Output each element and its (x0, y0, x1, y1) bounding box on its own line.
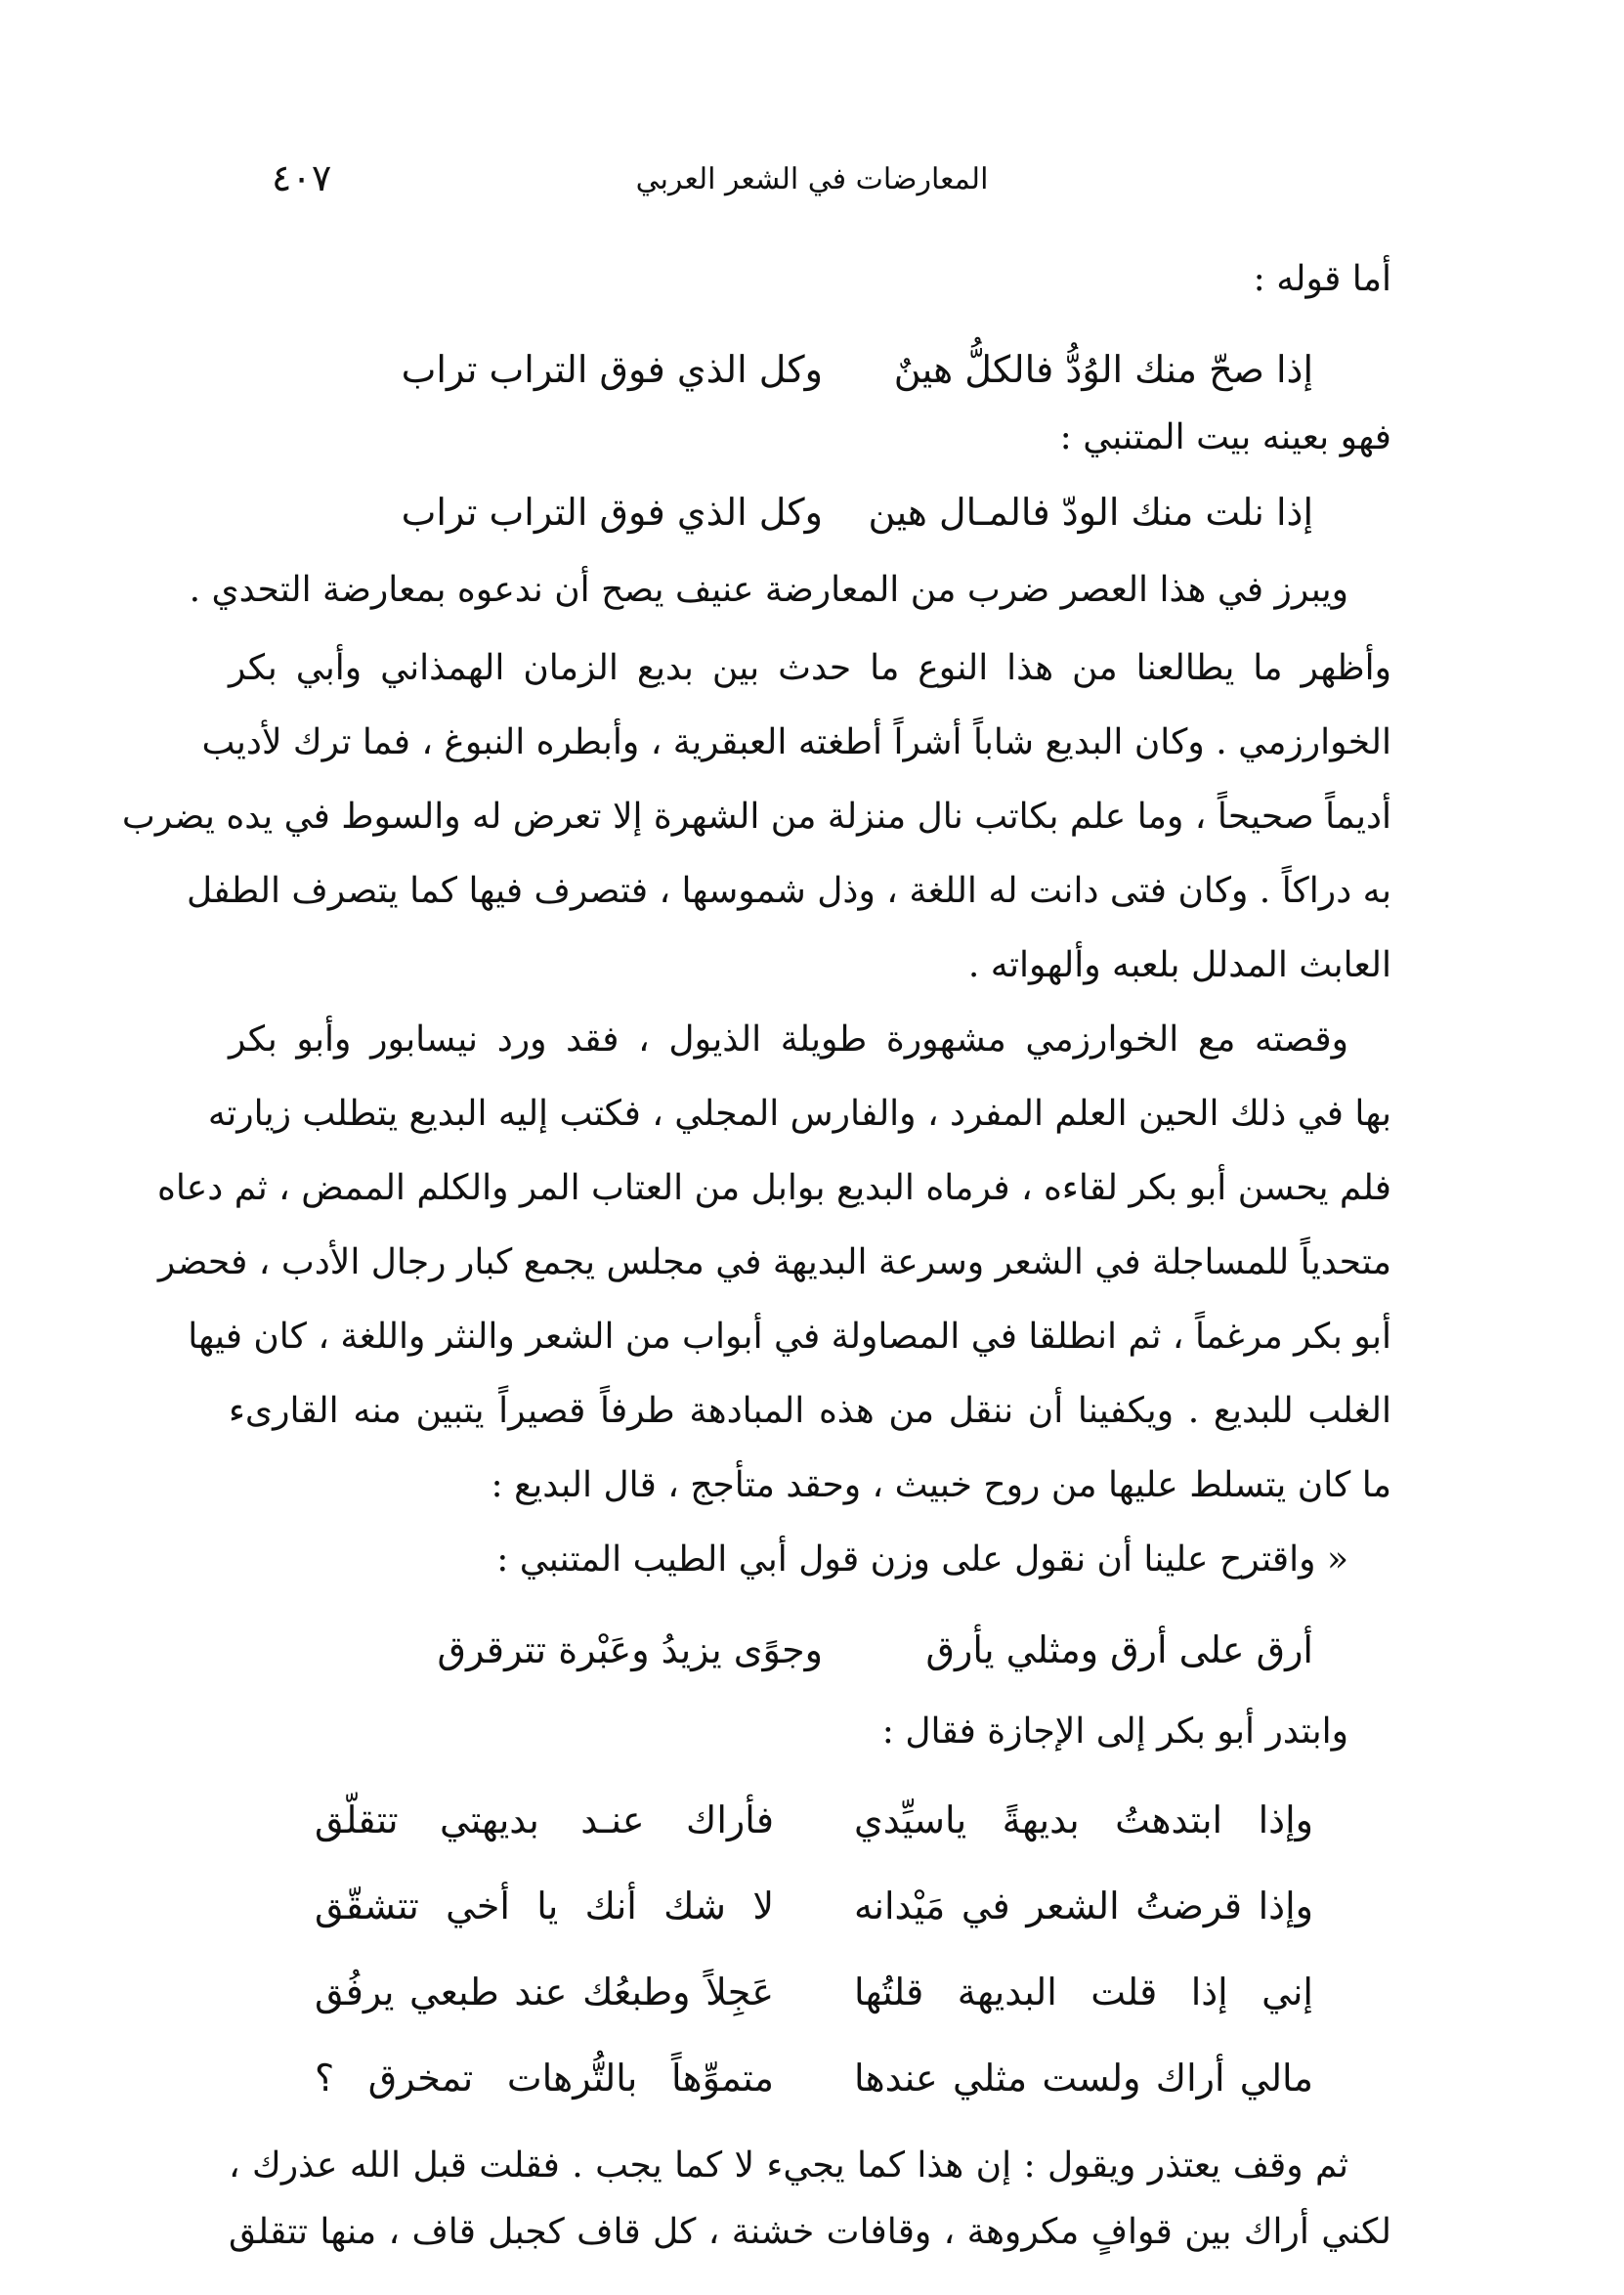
verse-hemistich-first: وإذا ابتدهتُ بديهةً ياسيِّدي (854, 1798, 1313, 1841)
text-line: العابث المدلل بلعبه وألهواته . (967, 945, 1391, 985)
verse-hemistich-first: إذا نلت منك الودّ فالمـال هين (868, 491, 1313, 534)
verse-hemistich-second: لا شك أنك يا أخي تتشقّق (315, 1884, 774, 1927)
verse-hemistich-first: أرق على أرق ومثلي يأرق (925, 1628, 1313, 1671)
text-line: وابتدر أبو بكر إلى الإجازة فقال : (881, 1711, 1348, 1752)
verse-hemistich-first: إذا صحّ منك الوُدُّ فالكلُّ هينٌ (893, 348, 1313, 391)
text-line: بها في ذلك الحين العلم المفرد ، والفارس المجلي ، فكتب إليه البديع يتطلب زيارته (207, 1094, 1391, 1134)
text-line: لكني أراك بين قوافٍ مكروهة ، وقافات خشنة ، كل قاف كجبل قاف ، منها تتقلق (229, 2212, 1391, 2252)
text-line: وقصته مع الخوارزمي مشهورة طويلة الذيول ، فقد ورد نيسابور وأبو بكر (229, 1019, 1348, 1060)
text-line: ثم وقف يعتذر ويقول : إن هذا كما يجيء لا كما يجب . فقلت قبل الله عذرك ، (229, 2145, 1348, 2186)
text-line: أبو بكر مرغماً ، ثم انطلقا في المصاولة في أبواب من الشعر والنثر واللغة ، كان فيها (188, 1317, 1391, 1357)
verse-hemistich-first: إني إذا قلت البديهة قلتُها (854, 1970, 1313, 2014)
verse-hemistich-second: متموِّهاً بالتُّرهات تمخرق ؟ (315, 2057, 774, 2100)
text-line: وأظهر ما يطالعنا من هذا النوع ما حدث بين بديع الزمان الهمذاني وأبي بكر (229, 648, 1391, 688)
verse-hemistich-second: وجوًى يزيدُ وعَبْرة تترقرق (437, 1628, 823, 1671)
text-line: به دراكاً . وكان فتى دانت له اللغة ، وذل شموسها ، فتصرف فيها كما يتصرف الطفل (186, 871, 1391, 911)
verse-hemistich-second: عَجِلاً وطبعُك عند طبعي يرفُق (315, 1970, 774, 2014)
text-line: ما كان يتسلط عليها من روح خبيث ، وحقد متأجج ، قال البديع : (491, 1465, 1391, 1505)
text-line: أما قوله : (1253, 259, 1391, 299)
text-line: الخوارزمي . وكان البديع شاباً أشراً أطغته العبقرية ، وأبطره النبوغ ، فما ترك لأديب (201, 722, 1391, 762)
verse-hemistich-first: وإذا قرضتُ الشعر في مَيْدانه (854, 1884, 1313, 1927)
text-line: فهو بعينه بيت المتنبي : (1059, 417, 1391, 457)
verse-hemistich-second: فأراك عنـد بديهتي تتقلّق (315, 1798, 774, 1841)
text-line: متحدياً للمساجلة في الشعر وسرعة البديهة في مجلس يجمع كبار رجال الأدب ، فحضر (157, 1242, 1391, 1282)
verse-hemistich-first: مالي أراك ولست مثلي عندها (854, 2057, 1313, 2100)
page-number: ٤٠٧ (272, 156, 332, 199)
text-line: فلم يحسن أبو بكر لقاءه ، فرماه البديع بوابل من العتاب المر والكلم الممض ، ثم دعاه (156, 1168, 1391, 1208)
verse-hemistich-second: وكل الذي فوق التراب تراب (401, 348, 823, 391)
text-line: الغلب للبديع . ويكفينا أن ننقل من هذه المبادهة طرفاً قصيراً يتبين منه القارىء (229, 1391, 1391, 1431)
text-line: ويبرز في هذا العصر ضرب من المعارضة عنيف يصح أن ندعوه بمعارضة التحدي . (189, 570, 1348, 610)
verse-hemistich-second: وكل الذي فوق التراب تراب (401, 491, 823, 534)
text-line: أديماً صحيحاً ، وما علم بكاتب نال منزلة من الشهرة إلا تعرض له والسوط في يده يضرب (121, 797, 1391, 837)
running-header-title: المعارضات في الشعر العربي (635, 162, 989, 196)
text-line: « واقترح علينا أن نقول على وزن قول أبي الطيب المتنبي : (496, 1539, 1348, 1580)
